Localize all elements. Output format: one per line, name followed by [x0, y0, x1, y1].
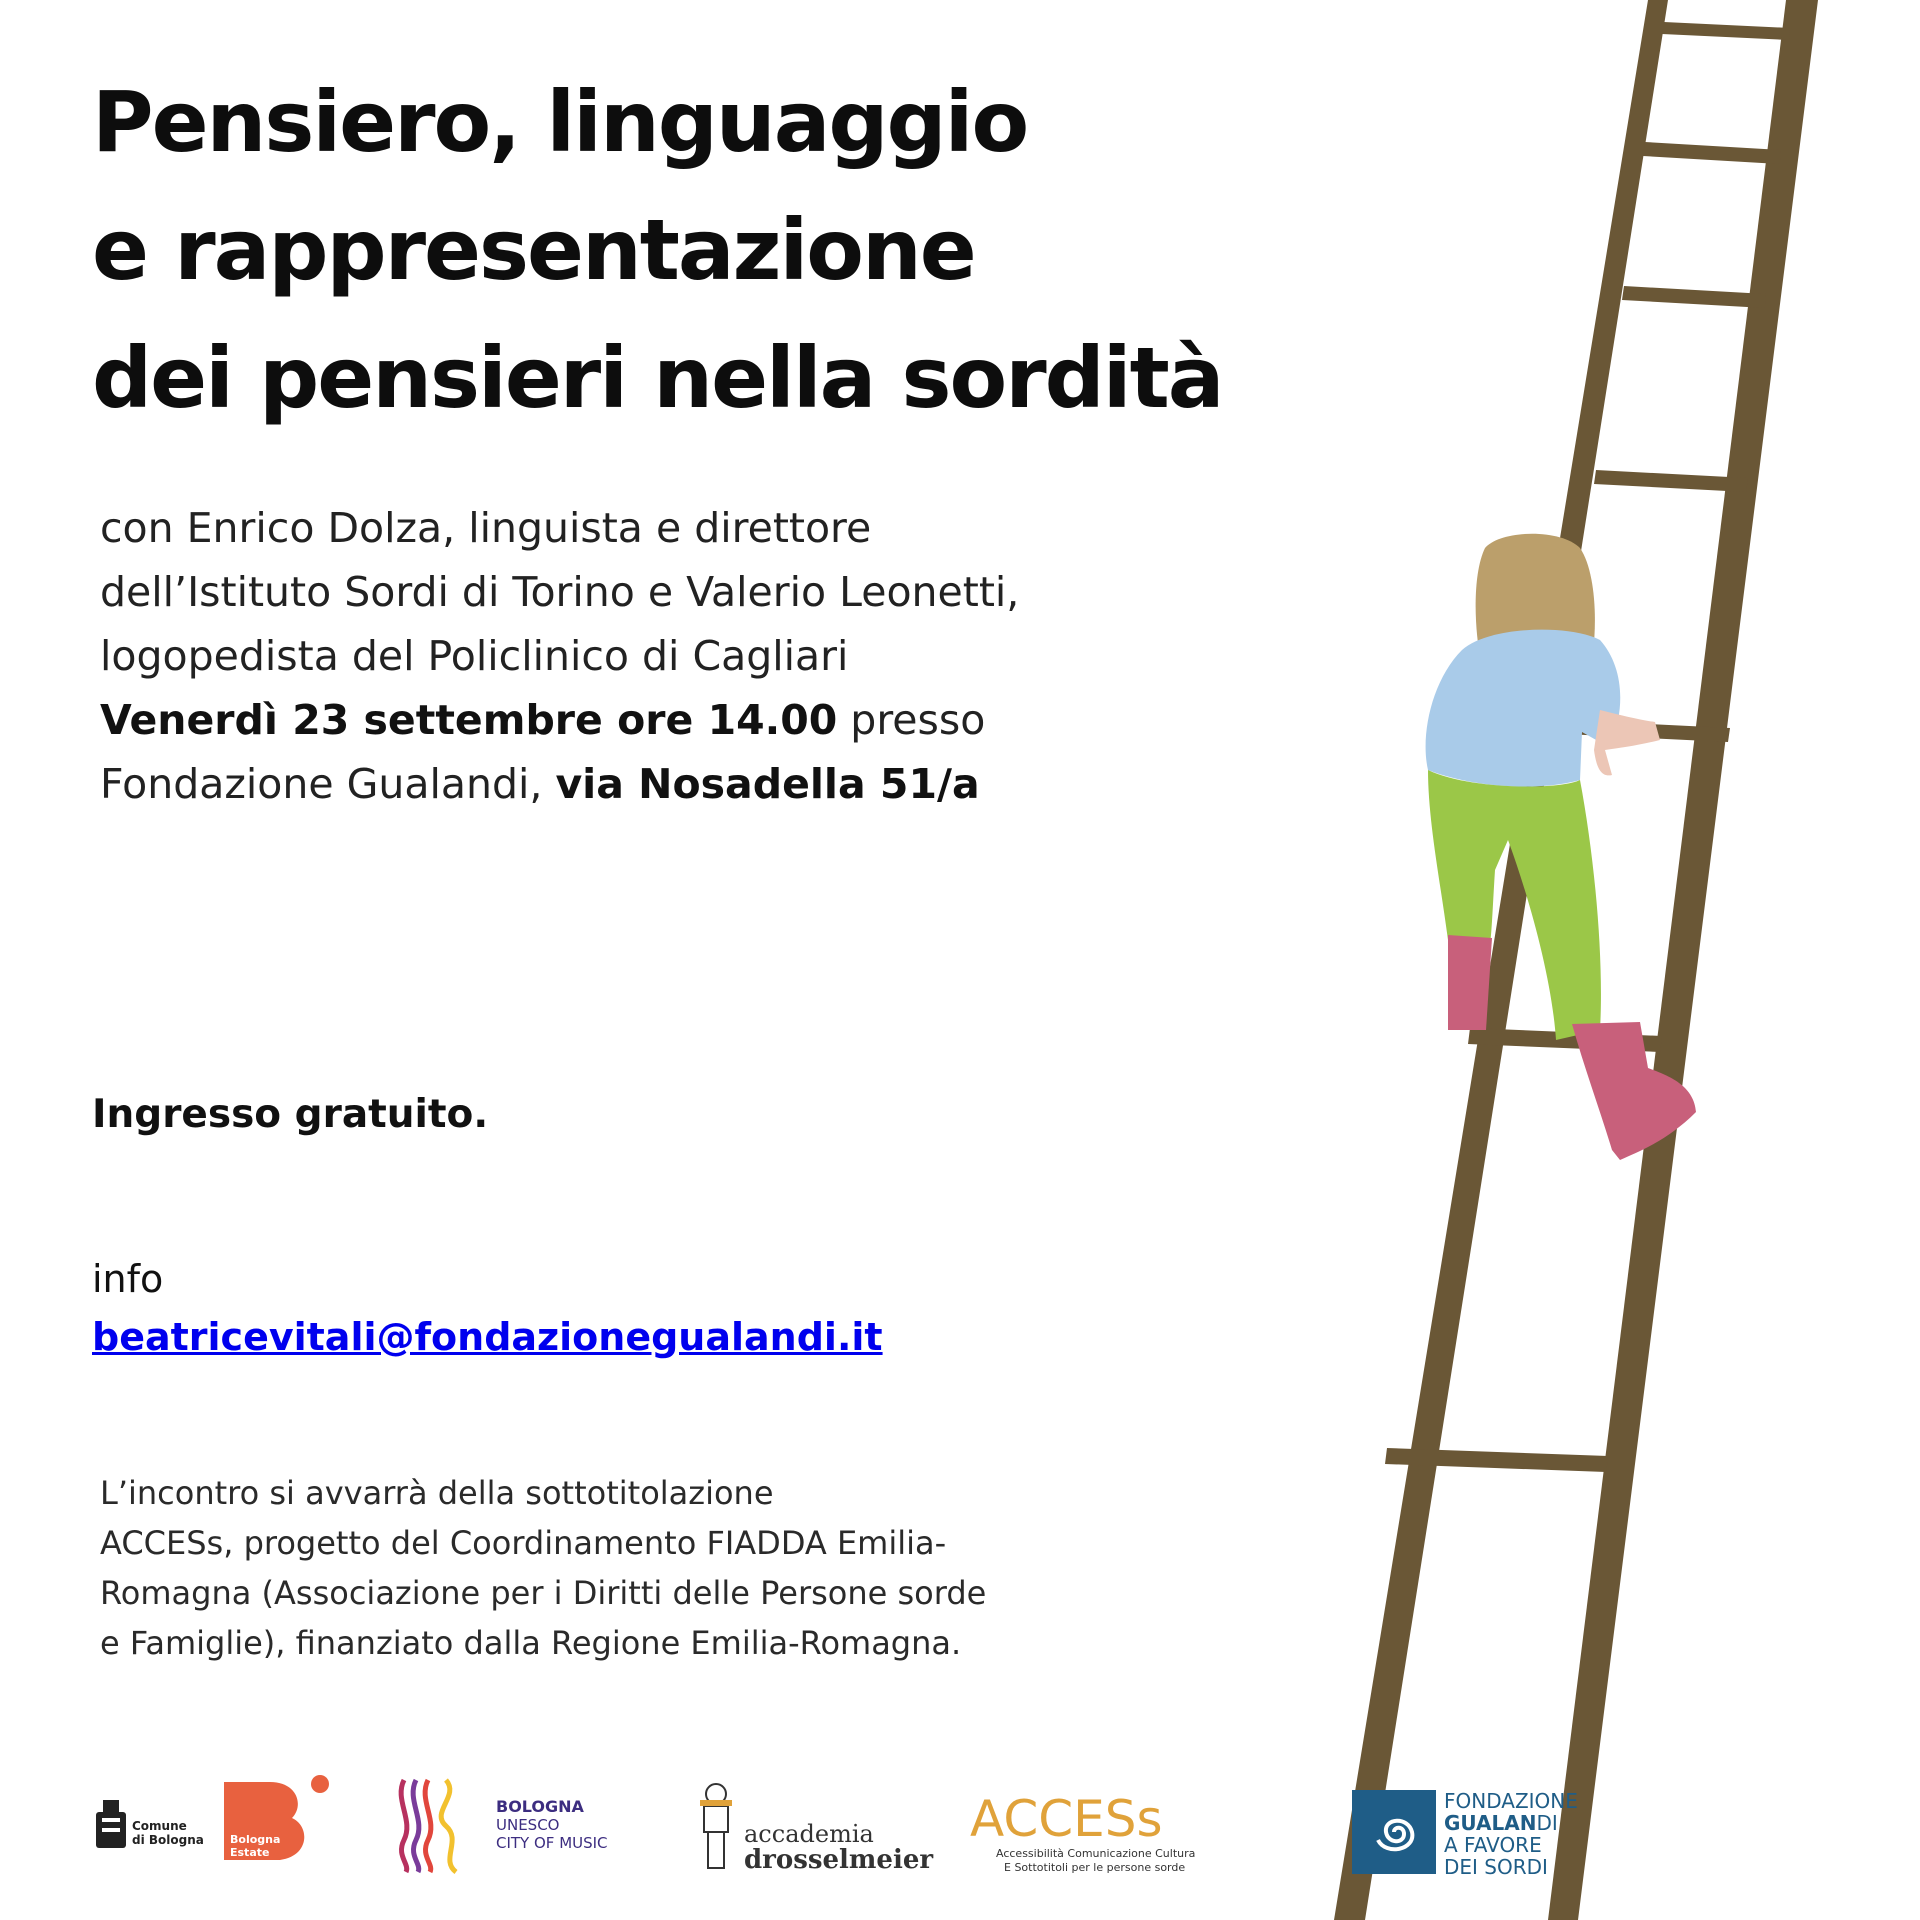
- accademia-line-1: accademia: [744, 1820, 874, 1848]
- music-waves-icon: [401, 1780, 456, 1872]
- estate-line-1: Bologna: [230, 1833, 281, 1846]
- admission-text: Ingresso gratuito.: [92, 1092, 489, 1137]
- sun-icon: [311, 1775, 329, 1793]
- comune-line-2: di Bologna: [132, 1833, 204, 1847]
- accademia-line-2: drosselmeier: [744, 1845, 934, 1875]
- venue-name: Fondazione Gualandi,: [100, 760, 556, 808]
- gualandi-line-2-bold: GUALAN: [1444, 1811, 1537, 1835]
- nutcracker-icon: [700, 1784, 732, 1868]
- gualandi-line-2-rest: DI: [1536, 1811, 1558, 1835]
- note-line-2: ACCESs, progetto del Coordinamento FIADDA Emilia-: [100, 1524, 947, 1562]
- access-logo: [970, 1790, 1195, 1874]
- comune-line-1: Comune: [132, 1819, 187, 1833]
- access-tag-2: E Sottotitoli per le persone sorde: [1004, 1861, 1186, 1874]
- fondazione-gualandi-logo: [1352, 1789, 1578, 1879]
- unesco-line-2: UNESCO: [496, 1816, 560, 1834]
- estate-line-2: Estate: [230, 1846, 270, 1859]
- info-label: info: [92, 1257, 164, 1301]
- accademia-drosselmeier-logo: [700, 1784, 933, 1875]
- page-title: [92, 58, 1222, 442]
- comune-di-bologna-logo: [96, 1800, 204, 1848]
- bologna-estate-logo: [224, 1775, 329, 1860]
- gualandi-line-4: DEI SORDI: [1444, 1855, 1548, 1879]
- note-line-3: Romagna (Associazione per i Diritti delle Persone sorde: [100, 1574, 987, 1612]
- note-line-4: e Famiglie), finanziato dalla Regione Emilia-Romagna.: [100, 1624, 962, 1662]
- venue-row: [100, 752, 1019, 816]
- gualandi-line-1: FONDAZIONE: [1444, 1789, 1578, 1813]
- speakers-line-1: con Enrico Dolza, linguista e direttore: [100, 504, 872, 552]
- title-line-1: Pensiero, linguaggio: [92, 73, 1028, 171]
- coat-of-arms-icon: [96, 1800, 126, 1848]
- venue-address: via Nosadella 51/a: [555, 760, 980, 808]
- access-name: ACCESs: [970, 1790, 1163, 1848]
- unesco-city-of-music-logo: [401, 1780, 607, 1872]
- access-tag-1: Accessibilità Comunicazione Cultura: [996, 1847, 1196, 1860]
- gualandi-line-2: [1444, 1811, 1558, 1835]
- note-line-1: L’incontro si avvarrà della sottotitolazione: [100, 1474, 774, 1512]
- event-details: [100, 496, 1019, 816]
- info-section: [92, 1250, 883, 1366]
- info-email-link[interactable]: beatricevitali@fondazionegualandi.it: [92, 1315, 883, 1359]
- title-line-2: e rappresentazione: [92, 201, 975, 299]
- title-line-3: dei pensieri nella sordità: [92, 329, 1223, 427]
- gualandi-line-3: A FAVORE: [1444, 1833, 1542, 1857]
- event-date-time: Venerdì 23 settembre ore 14.00: [100, 696, 838, 744]
- speakers-line-2: dell’Istituto Sordi di Torino e Valerio Leonetti,: [100, 568, 1020, 616]
- sponsor-logos: [0, 1760, 1920, 1920]
- subtitling-note: [100, 1468, 986, 1668]
- speakers-line-3: logopedista del Policlinico di Cagliari: [100, 632, 849, 680]
- unesco-line-3: CITY OF MUSIC: [496, 1834, 608, 1852]
- unesco-line-1: BOLOGNA: [496, 1797, 584, 1816]
- date-row: [100, 688, 1019, 752]
- presso-text: presso: [837, 696, 986, 744]
